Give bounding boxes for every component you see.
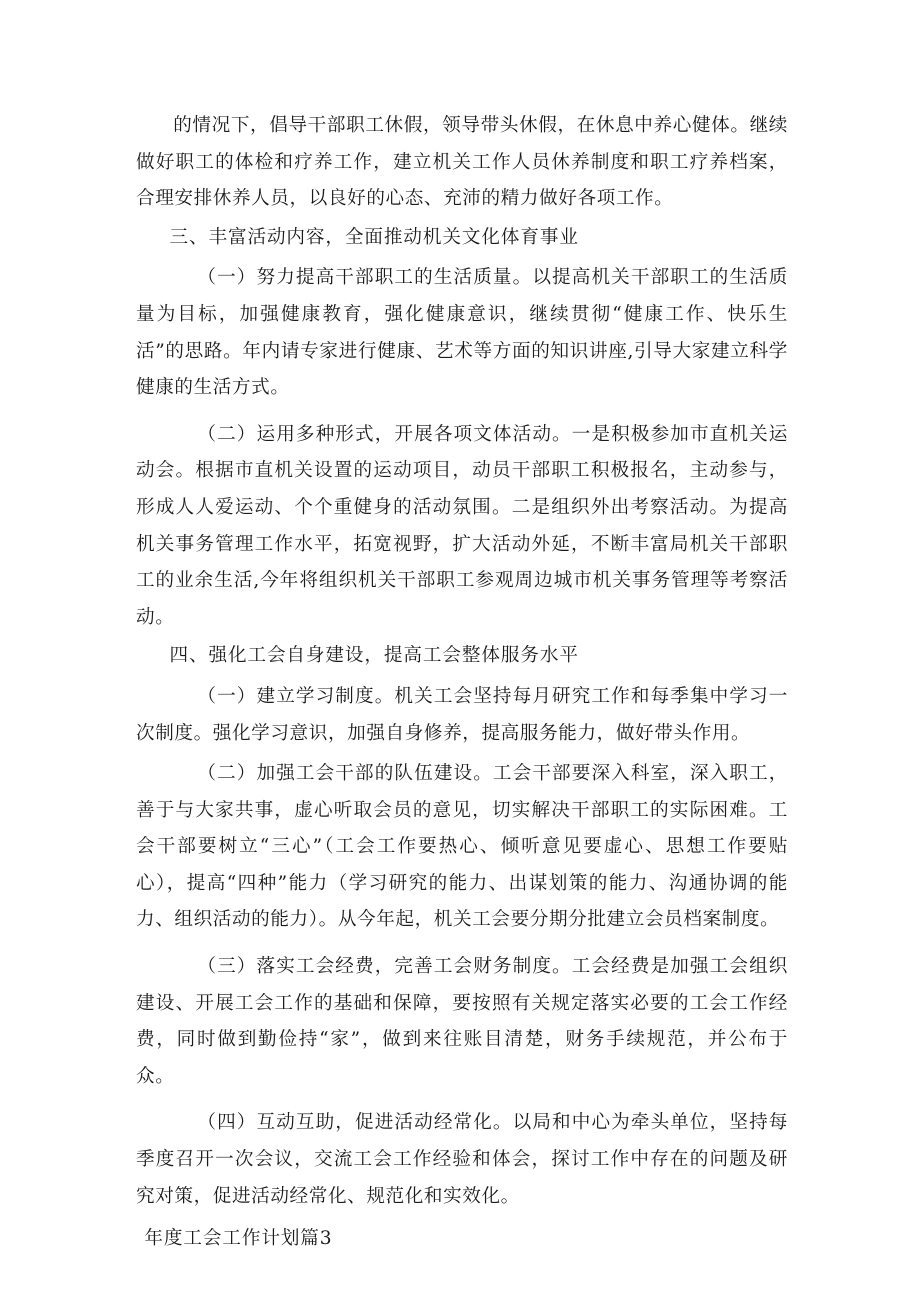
paragraph-3-2: （二）运用多种形式，开展各项文体活动。一是积极参加市直机关运动会。根据市直机关设置的运动项目，动员干部职工积极报名，主动参与，形成人人爱运动、个个重健身的活动氛围。二是组织外出考察活动。为提高机关事务管理工作水平，拓宽视野，扩大活动外延，不断丰富局机关干部职工的业余生活,今年将组织机关干部职工参观周边城市机关事务管理等考察活动。: [136, 423, 788, 628]
paragraph-4-4: （四）互动互助，促进活动经常化。以局和中心为牵头单位，坚持每季度召开一次会议，交流工会工作经验和体会，探讨工作中存在的问题及研究对策，促进活动经常化、规范化和实效化。: [136, 1112, 788, 1207]
paragraph-4-1: （一）建立学习制度。机关工会坚持每月研究工作和每季集中学习一次制度。强化学习意识，加强自身修养，提高服务能力，做好带头作用。: [136, 685, 788, 744]
next-section-title: 年度工会工作计划篇3: [144, 1228, 333, 1250]
document-body: [136, 108, 788, 1258]
paragraph-3-1: （一）努力提高干部职工的生活质量。以提高机关干部职工的生活质量为目标，加强健康教育，强化健康意识，继续贯彻“健康工作、快乐生活”的思路。年内请专家进行健康、艺术等方面的知识讲座,引导大家建立科学健康的生活方式。: [136, 267, 788, 399]
paragraph-4-2: （二）加强工会干部的队伍建设。工会干部要深入科室，深入职工，善于与大家共事，虚心听取会员的意见，切实解决干部职工的实际困难。工会干部要树立“三心”（工会工作要热心、倾听意见要虚心、思想工作要贴心），提高“四种”能力（学习研究的能力、出谋划策的能力、沟通协调的能力、组织活动的能力）。从今年起，机关工会要分期分批建立会员档案制度。: [136, 763, 788, 931]
section-heading-3: 三、丰富活动内容，全面推动机关文化体育事业: [169, 226, 579, 248]
paragraph-4-3: （三）落实工会经费，完善工会财务制度。工会经费是加强工会组织建设、开展工会工作的基础和保障，要按照有关规定落实必要的工会工作经费，同时做到勤俭持“家”，做到来往账目清楚，财务手续规范，并公布于众。: [136, 956, 788, 1087]
section-heading-4: 四、强化工会自身建设，提高工会整体服务水平: [169, 645, 579, 667]
paragraph-intro: 的情况下，倡导干部职工休假，领导带头休假，在休息中养心健体。继续做好职工的体检和疗养工作，建立机关工作人员休养制度和职工疗养档案，合理安排休养人员，以良好的心态、充沛的精力做好各项工作。: [136, 115, 788, 210]
